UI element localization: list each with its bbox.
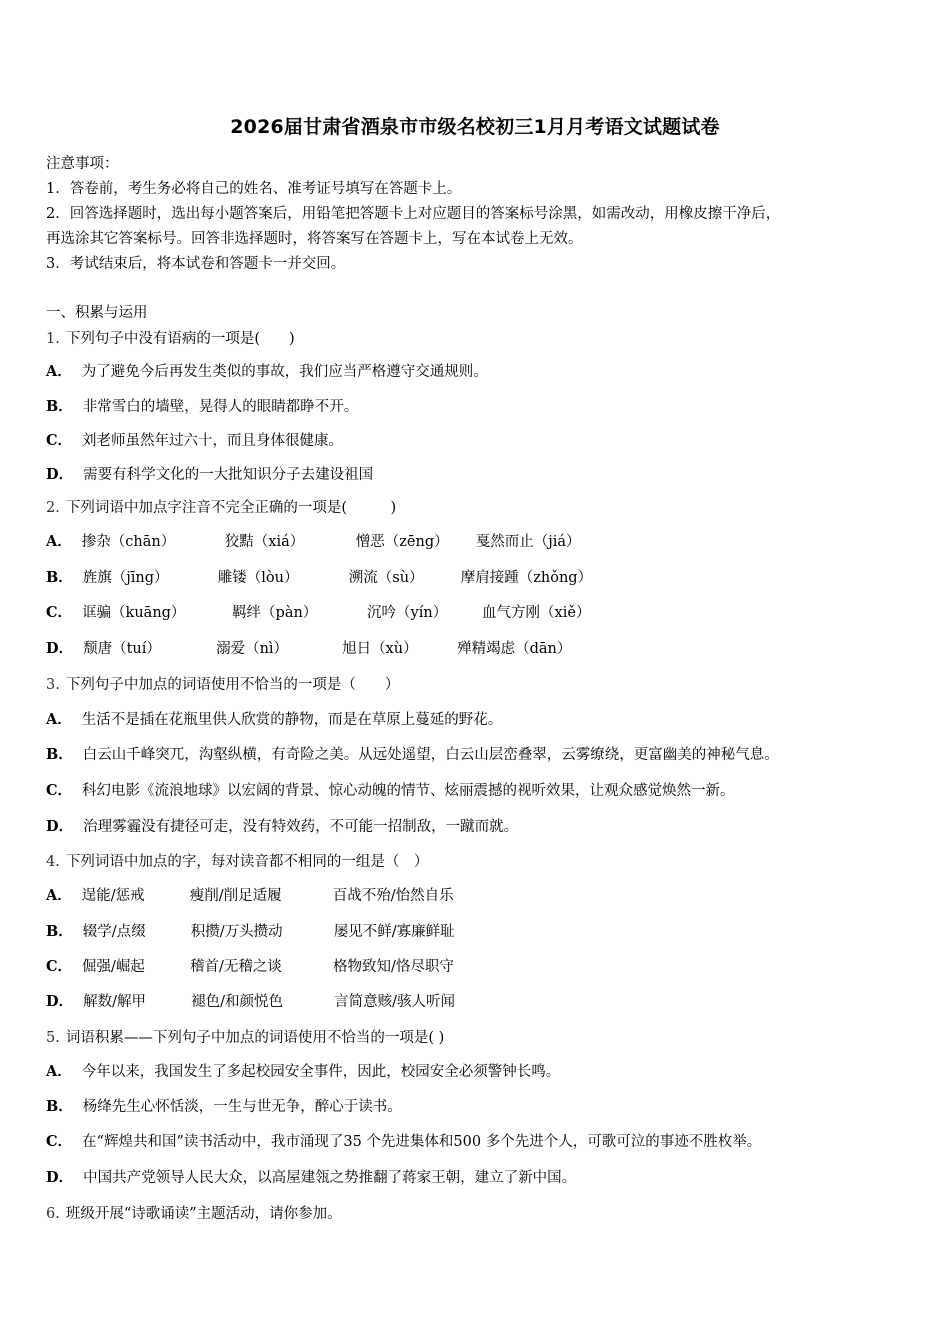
option-word: 稽首/无稽之谈 xyxy=(190,959,282,975)
option-5d xyxy=(46,1166,576,1187)
question-number: 5. xyxy=(46,1030,60,1046)
option-label: C． xyxy=(46,958,73,975)
option-word: 积攒/万头攒动 xyxy=(190,924,283,940)
option-label: A． xyxy=(46,533,72,550)
question-5 xyxy=(46,1026,444,1047)
option-label: B． xyxy=(46,746,73,763)
notes-item: 2．回答选择题时，选出每小题答案后，用铅笔把答题卡上对应题目的答案标号涂黑，如需改动，用橡皮擦干净后， xyxy=(46,206,781,222)
option-word: 辍学/点缀 xyxy=(82,924,146,940)
option-text: 今年以来，我国发生了多起校园安全事件，因此，校园安全必须警钟长鸣。 xyxy=(81,1064,561,1080)
option-word: 溺爱（nì） xyxy=(216,641,289,657)
option-word: 羁绊（pàn） xyxy=(232,605,318,621)
option-label: D． xyxy=(46,993,74,1010)
question-2 xyxy=(46,496,396,517)
option-text: 中国共产党领导人民大众，以高屋建瓴之势推翻了蒋家王朝，建立了新中国。 xyxy=(83,1170,577,1186)
option-word: 百战不殆/怡然自乐 xyxy=(332,888,454,904)
option-word: 雕镂（lòu） xyxy=(217,570,299,586)
option-text: 白云山千峰突兀，沟壑纵横，有奇险之美。从远处遥望，白云山层峦叠翠，云雾缭绕，更富幽美的神秘气息。 xyxy=(82,747,779,763)
option-word: 摩肩接踵（zhǒng） xyxy=(460,570,593,586)
option-word: 殚精竭虑（dān） xyxy=(457,641,572,657)
notes-heading: 注意事项： xyxy=(46,156,119,172)
option-3b xyxy=(46,743,779,764)
option-label: A． xyxy=(46,1063,72,1080)
option-label: C． xyxy=(46,782,73,799)
option-word: 逞能/惩戒 xyxy=(81,888,145,904)
option-4b xyxy=(46,920,455,941)
option-3a xyxy=(46,708,502,729)
option-4c xyxy=(46,955,454,976)
question-1 xyxy=(46,327,295,348)
option-label: A． xyxy=(46,887,72,904)
option-word: 溯流（sù） xyxy=(348,570,424,586)
option-1d xyxy=(46,463,373,484)
option-text: 治理雾霾没有捷径可走，没有特效药，不可能一招制敌，一蹴而就。 xyxy=(83,819,519,835)
option-word: 憎恶（zēng） xyxy=(355,534,449,550)
option-2a xyxy=(46,530,581,551)
option-text: 非常雪白的墙壁，晃得人的眼睛都睁不开。 xyxy=(82,399,359,415)
option-text: 为了避免今后再发生类似的事故，我们应当严格遵守交通规则。 xyxy=(81,364,488,380)
option-word: 旌旗（jīng） xyxy=(82,570,169,586)
question-number: 6. xyxy=(46,1206,60,1222)
option-label: A． xyxy=(46,363,72,380)
question-4 xyxy=(46,850,428,871)
option-text: 杨绛先生心怀恬淡，一生与世无争，醉心于读书。 xyxy=(82,1099,402,1115)
question-text: 下列词语中加点的字，每对读音都不相同的一组是（ ） xyxy=(65,854,429,870)
option-word: 旭日（xù） xyxy=(342,641,418,657)
option-word: 沉吟（yín） xyxy=(367,605,448,621)
option-word: 颓唐（tuí） xyxy=(83,641,161,657)
question-6 xyxy=(46,1202,342,1223)
option-5a xyxy=(46,1060,560,1081)
notes-block xyxy=(46,152,906,277)
option-2b xyxy=(46,566,592,587)
option-label: B． xyxy=(46,569,73,586)
option-3d xyxy=(46,815,518,836)
option-text: 科幻电影《流浪地球》以宏阔的背景、惊心动魄的情节、炫丽震撼的视听效果，让观众感觉焕然一新。 xyxy=(82,783,735,799)
option-word: 诓骗（kuāng） xyxy=(82,605,186,621)
option-1b xyxy=(46,395,358,416)
option-4d xyxy=(46,990,455,1011)
question-text: 下列句子中没有语病的一项是( ) xyxy=(65,331,295,347)
option-1a xyxy=(46,360,488,381)
question-number: 1. xyxy=(46,331,60,347)
option-text: 需要有科学文化的一大批知识分子去建设祖国 xyxy=(83,467,374,483)
option-5b xyxy=(46,1095,402,1116)
page-title: 2026届甘肃省酒泉市市级名校初三1月月考语文试题试卷 xyxy=(230,116,720,138)
question-number: 4. xyxy=(46,854,60,870)
option-label: D． xyxy=(46,818,74,835)
notes-item: 1．答卷前，考生务必将自己的姓名、准考证号填写在答题卡上。 xyxy=(46,181,462,197)
option-label: D． xyxy=(46,1169,74,1186)
option-word: 瘦削/削足适履 xyxy=(189,888,282,904)
option-word: 掺杂（chān） xyxy=(81,534,176,550)
option-label: B． xyxy=(46,923,73,940)
option-word: 屡见不鲜/寡廉鲜耻 xyxy=(333,924,455,940)
option-label: C． xyxy=(46,1133,73,1150)
option-label: A． xyxy=(46,711,72,728)
option-word: 血气方刚（xiě） xyxy=(482,605,591,621)
option-word: 戛然而止（jiá） xyxy=(475,534,581,550)
notes-item: 3．考试结束后，将本试卷和答题卡一并交回。 xyxy=(46,256,346,272)
question-text: 词语积累——下列句子中加点的词语使用不恰当的一项是( ) xyxy=(65,1030,445,1046)
notes-item: 再选涂其它答案标号。回答非选择题时，将答案写在答题卡上，写在本试卷上无效。 xyxy=(46,231,583,247)
option-label: B． xyxy=(46,1098,73,1115)
option-1c xyxy=(46,429,343,450)
option-2d xyxy=(46,637,571,658)
option-word: 狡黠（xiá） xyxy=(224,534,305,550)
option-word: 格物致知/恪尽职守 xyxy=(333,959,454,975)
question-text: 班级开展“诗歌诵读”主题活动，请你参加。 xyxy=(65,1206,342,1222)
option-word: 解数/解甲 xyxy=(83,994,146,1010)
question-text: 下列句子中加点的词语使用不恰当的一项是（ ） xyxy=(65,677,400,693)
section-heading: 一、积累与运用 xyxy=(46,305,148,321)
option-word: 褪色/和颜悦色 xyxy=(191,994,283,1010)
option-text: 生活不是插在花瓶里供人欣赏的静物，而是在草原上蔓延的野花。 xyxy=(81,712,503,728)
option-label: B． xyxy=(46,398,73,415)
option-word: 倔强/崛起 xyxy=(82,959,145,975)
question-number: 3. xyxy=(46,677,60,693)
option-3c xyxy=(46,779,735,800)
question-text: 下列词语中加点字注音不完全正确的一项是( ) xyxy=(65,500,397,516)
option-2c xyxy=(46,601,590,622)
option-label: D． xyxy=(46,466,74,483)
option-word: 言简意赅/骇人听闻 xyxy=(334,994,455,1010)
option-label: C． xyxy=(46,432,73,449)
option-label: C． xyxy=(46,604,73,621)
option-text: 刘老师虽然年过六十，而且身体很健康。 xyxy=(82,433,344,449)
option-text: 在“辉煌共和国”读书活动中，我市涌现了35 个先进集体和500 多个先进个人，可歌可泣的事迹不胜枚举。 xyxy=(82,1134,762,1150)
question-number: 2. xyxy=(46,500,60,516)
option-5c xyxy=(46,1130,761,1151)
option-4a xyxy=(46,884,454,905)
option-label: D． xyxy=(46,640,74,657)
question-3 xyxy=(46,673,399,694)
